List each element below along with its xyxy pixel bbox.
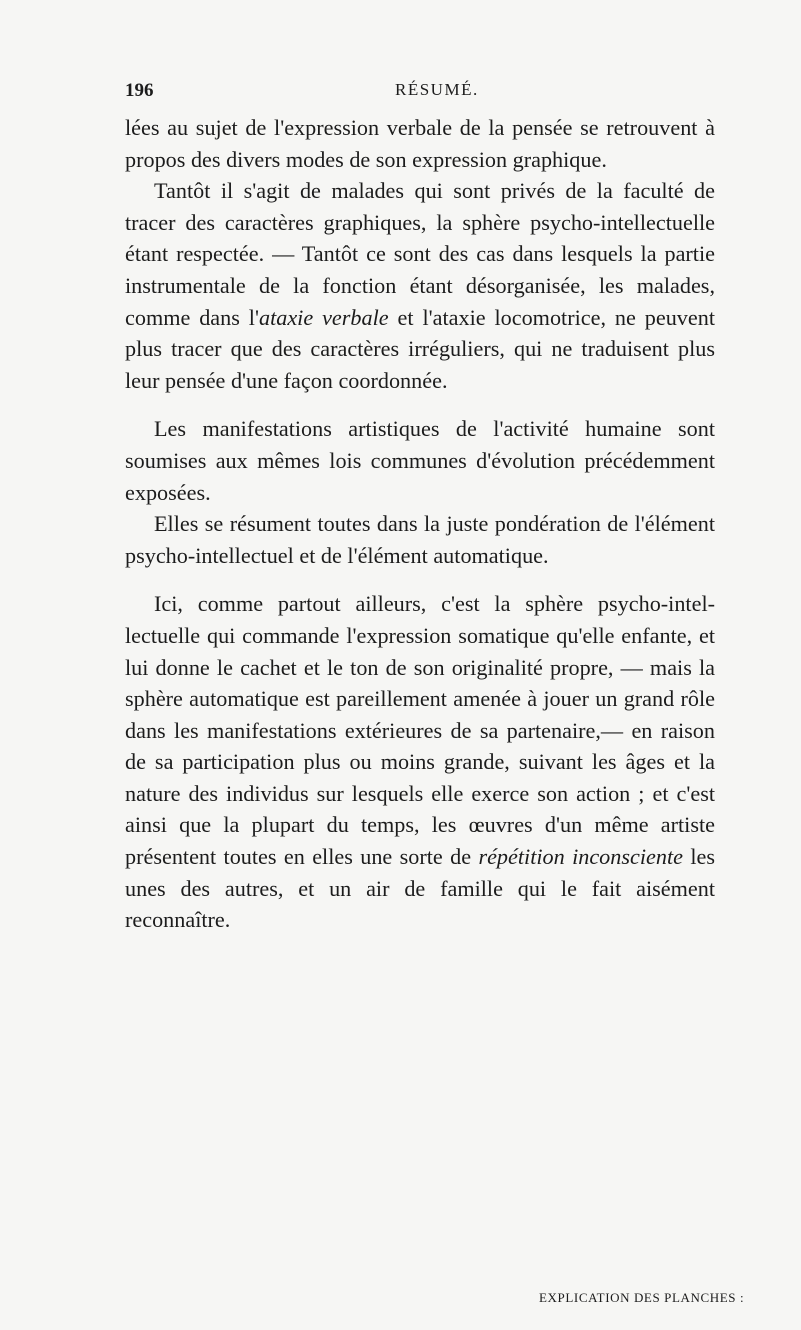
running-title: RÉSUMÉ. (395, 80, 479, 99)
paragraph-1: Tantôt il s'agit de malades qui sont privés de la faculté de tracer des caractères graphiques, la sphère psycho-intellectuelle étant respectée. — Tantôt ce sont des cas dans lesquels la partie instrumentale de la fonction étant désorganisée, les malades, comme dans l'ataxie verbale et l'ataxie locomotrice, ne peuvent plus tracer que des caractères irréguliers, qui ne traduisent plus leur pensée d'une façon coordonnée. (125, 178, 715, 393)
page-number: 196 (125, 80, 154, 101)
paragraph-2: Les manifestations artistiques de l'activité humaine sont soumises aux mêmes lois communes d'évolution précédemment exposées. (125, 416, 715, 505)
emphasis-ataxie-verbale: ataxie verbale (258, 304, 389, 330)
paragraph-4: Ici, comme partout ailleurs, c'est la sphère psycho-intellectuelle qui commande l'expression somatique qu'elle enfante, et lui donne le cachet et le ton de son originalité propre, — mais la sphère automatique est pareillement amenée à jouer un grand rôle dans les manifestations extérieures de sa partenaire,— en raison de sa participation plus ou moins grande, suivant les âges et la nature des individus sur lesquels elle exerce son action ; et c'est ainsi que la plupart du temps, les œuvres d'un même artiste présentent toutes en elles une sorte de répétition inconsciente les unes des autres, et un air de famille qui le fait aisément reconnaître. (125, 591, 715, 933)
emphasis-repetition-inconsciente: répétition inconsciente (478, 844, 683, 870)
paragraph-3: Elles se résument toutes dans la juste pondération de l'élément psycho-intellectuel et de l'élément automatique. (125, 511, 715, 568)
paragraph-continuation: lées au sujet de l'expression verbale de la pensée se retrouvent à propos des divers modes de son expression graphique. (125, 115, 715, 172)
body-text (125, 112, 715, 936)
catchword: EXPLICATION DES PLANCHES : (539, 1290, 745, 1305)
page-header (125, 80, 715, 110)
